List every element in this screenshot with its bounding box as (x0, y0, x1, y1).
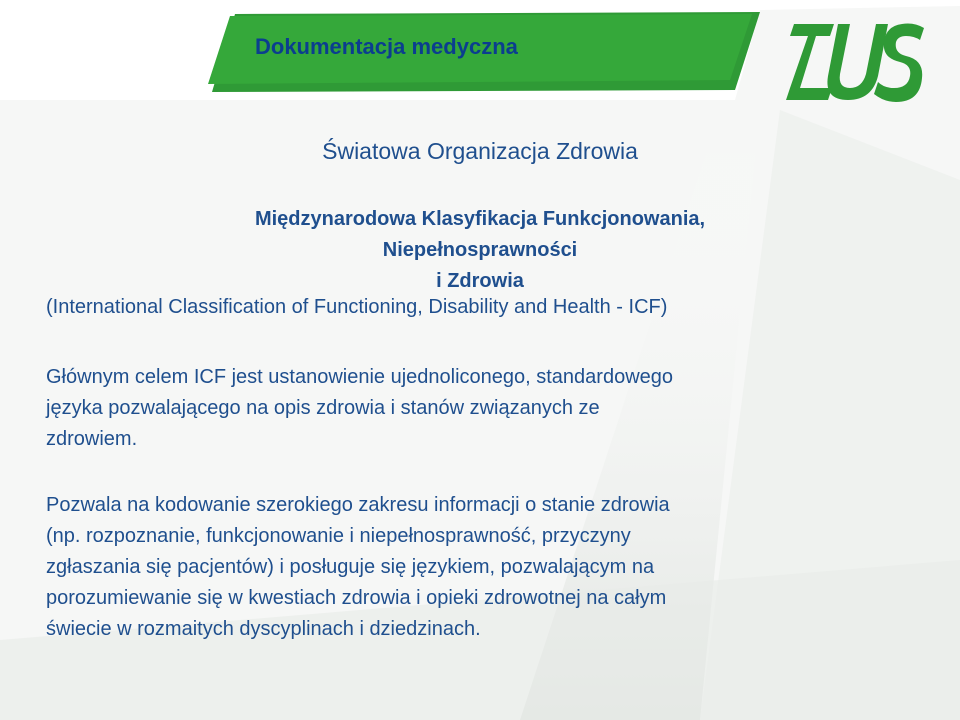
classification-polish-title (0, 204, 960, 297)
classification-line-3: i Zdrowia (436, 270, 524, 292)
paragraph1-line: języka pozwalającego na opis zdrowia i stanów związanych ze (46, 397, 600, 419)
paragraph2-line: (np. rozpoznanie, funkcjonowanie i niepełnosprawność, przyczyny (46, 525, 631, 547)
classification-line-1: Międzynarodowa Klasyfikacja Funkcjonowania, (254, 208, 706, 230)
organization-name: Światowa Organizacja Zdrowia (322, 138, 638, 164)
paragraph1-line: zdrowiem. (46, 428, 138, 450)
paragraph2-line: Pozwala na kodowanie szerokiego zakresu informacji o stanie zdrowia (46, 494, 670, 516)
classification-english-title: (International Classification of Functioning, Disability and Health - ICF) (46, 296, 668, 318)
paragraph2-line: zgłaszania się pacjentów) i posługuje się językiem, pozwalającym na (46, 556, 655, 578)
classification-line-2: Niepełnosprawności (382, 239, 578, 261)
paragraph2-line: porozumiewanie się w kwestiach zdrowia i opieki zdrowotnej na całym (46, 587, 667, 609)
slide-title: Dokumentacja medyczna (255, 34, 518, 59)
paragraph-coding (46, 490, 926, 645)
paragraph2-line: świecie w rozmaitych dyscyplinach i dziedzinach. (46, 618, 481, 640)
paragraph-purpose (46, 362, 926, 455)
zus-logo (786, 18, 926, 108)
paragraph1-line: Głównym celem ICF jest ustanowienie ujednoliconego, standardowego (46, 366, 674, 388)
